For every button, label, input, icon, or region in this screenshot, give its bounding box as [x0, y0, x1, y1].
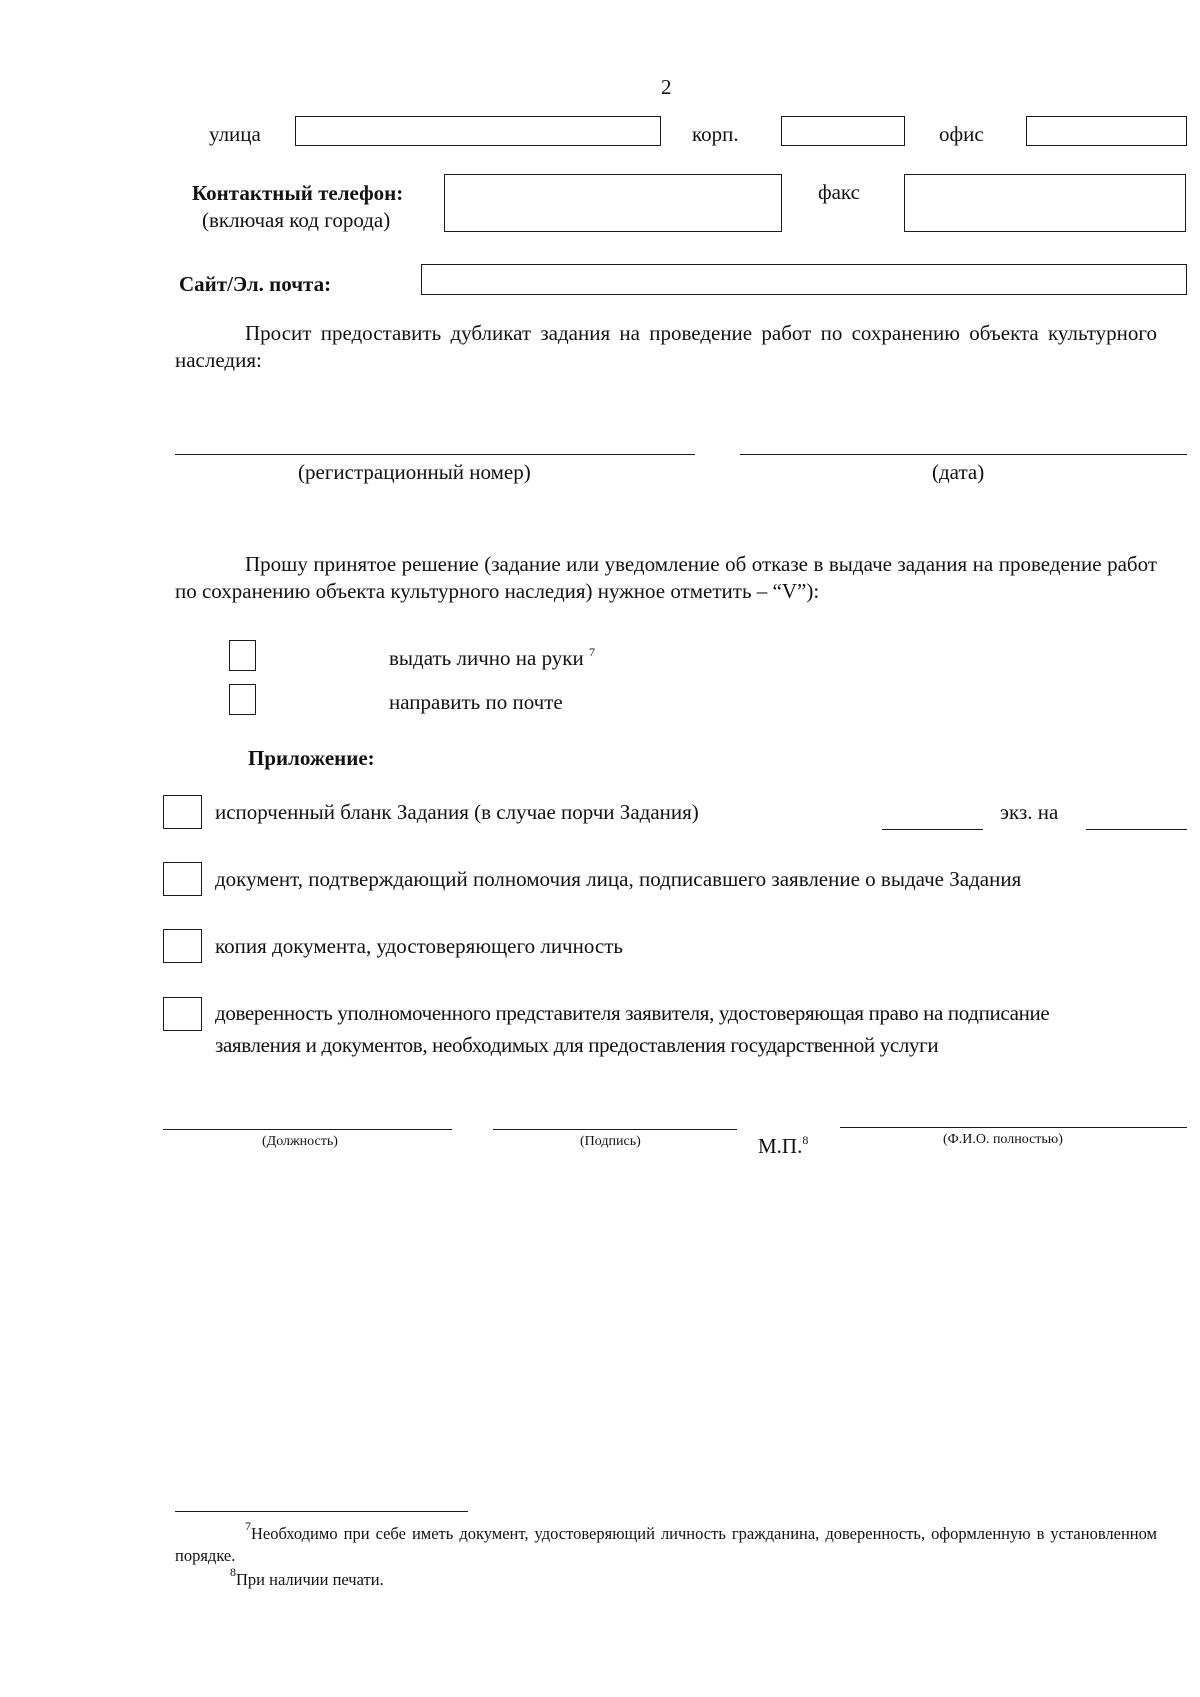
attachment-2-label: документ, подтверждающий полномочия лица, подписавшего заявление о выдаче Задания: [215, 867, 1022, 891]
signature-caption: (Подпись): [580, 1134, 641, 1149]
reg-number-caption: (регистрационный номер): [298, 460, 531, 484]
decision-text: Прошу принятое решение (задание или уведомление об отказе в выдаче задания на проведение работ по сохранению объекта культурного наследия) нужное отметить – “V”):: [175, 552, 1157, 603]
footnote-7: [175, 1519, 1157, 1567]
decision-paragraph: [175, 551, 1157, 605]
footnote-8: [175, 1565, 384, 1591]
option-by-mail-checkbox[interactable]: [229, 684, 256, 715]
date-caption: (дата): [932, 460, 985, 484]
footnote-8-text: При наличии печати.: [236, 1570, 384, 1589]
copies-label: экз. на: [1000, 800, 1059, 824]
sheets-count-line: [1086, 829, 1187, 830]
fax-label: факс: [818, 180, 860, 204]
attachment-1-label: испорченный бланк Задания (в случае порчи Задания): [215, 800, 699, 824]
street-input[interactable]: [295, 116, 661, 146]
phone-note: (включая код города): [202, 208, 391, 232]
attachments-title: Приложение:: [248, 746, 375, 770]
phone-input[interactable]: [444, 174, 782, 232]
attachment-3-checkbox[interactable]: [163, 929, 202, 963]
attachment-2-checkbox[interactable]: [163, 862, 202, 896]
building-input[interactable]: [781, 116, 905, 146]
footnote-8-mark: 8: [230, 1565, 236, 1579]
option-in-person-checkbox[interactable]: [229, 640, 256, 671]
fax-input[interactable]: [904, 174, 1186, 232]
request-text: Просит предоставить дубликат задания на проведение работ по сохранению объекта культурного наследия:: [175, 321, 1157, 372]
position-line: [163, 1129, 452, 1130]
attachment-4-checkbox[interactable]: [163, 997, 202, 1031]
site-email-label: Сайт/Эл. почта:: [179, 272, 332, 296]
phone-label: Контактный телефон:: [192, 181, 404, 205]
reg-number-line: [175, 454, 695, 455]
attachment-4-line1: доверенность уполномоченного представителя заявителя, удостоверяющая право на подписание: [215, 1001, 1050, 1025]
office-input[interactable]: [1026, 116, 1187, 146]
date-line: [740, 454, 1187, 455]
full-name-caption: (Ф.И.О. полностью): [943, 1132, 1063, 1147]
attachment-1-checkbox[interactable]: [163, 795, 202, 829]
full-name-line: [840, 1127, 1187, 1128]
footnote-7-text: Необходимо при себе иметь документ, удостоверяющий личность гражданина, доверенность, оформленную в установленном порядке.: [175, 1524, 1157, 1565]
attachment-3-label: копия документа, удостоверяющего личность: [215, 934, 623, 958]
request-paragraph: [175, 320, 1157, 374]
copies-count-line: [882, 829, 983, 830]
option-by-mail-label: направить по почте: [389, 690, 563, 714]
footnote-ref-7: 7: [588, 645, 595, 659]
street-label: улица: [209, 122, 261, 146]
attachment-4-line2: заявления и документов, необходимых для предоставления государственной услуги: [215, 1033, 939, 1057]
building-label: корп.: [692, 122, 739, 146]
position-caption: (Должность): [262, 1134, 338, 1149]
site-email-input[interactable]: [421, 264, 1187, 295]
footnote-7-mark: 7: [245, 1519, 251, 1533]
office-label: офис: [939, 122, 984, 146]
stamp-label: М.П.$^8$: [758, 1133, 809, 1158]
option-in-person-label: выдать лично на руки $^7$: [389, 645, 595, 670]
signature-line: [493, 1129, 737, 1130]
footnote-separator: [175, 1511, 468, 1512]
page-number: 2: [661, 75, 672, 99]
footnote-ref-8: 8: [802, 1133, 809, 1147]
